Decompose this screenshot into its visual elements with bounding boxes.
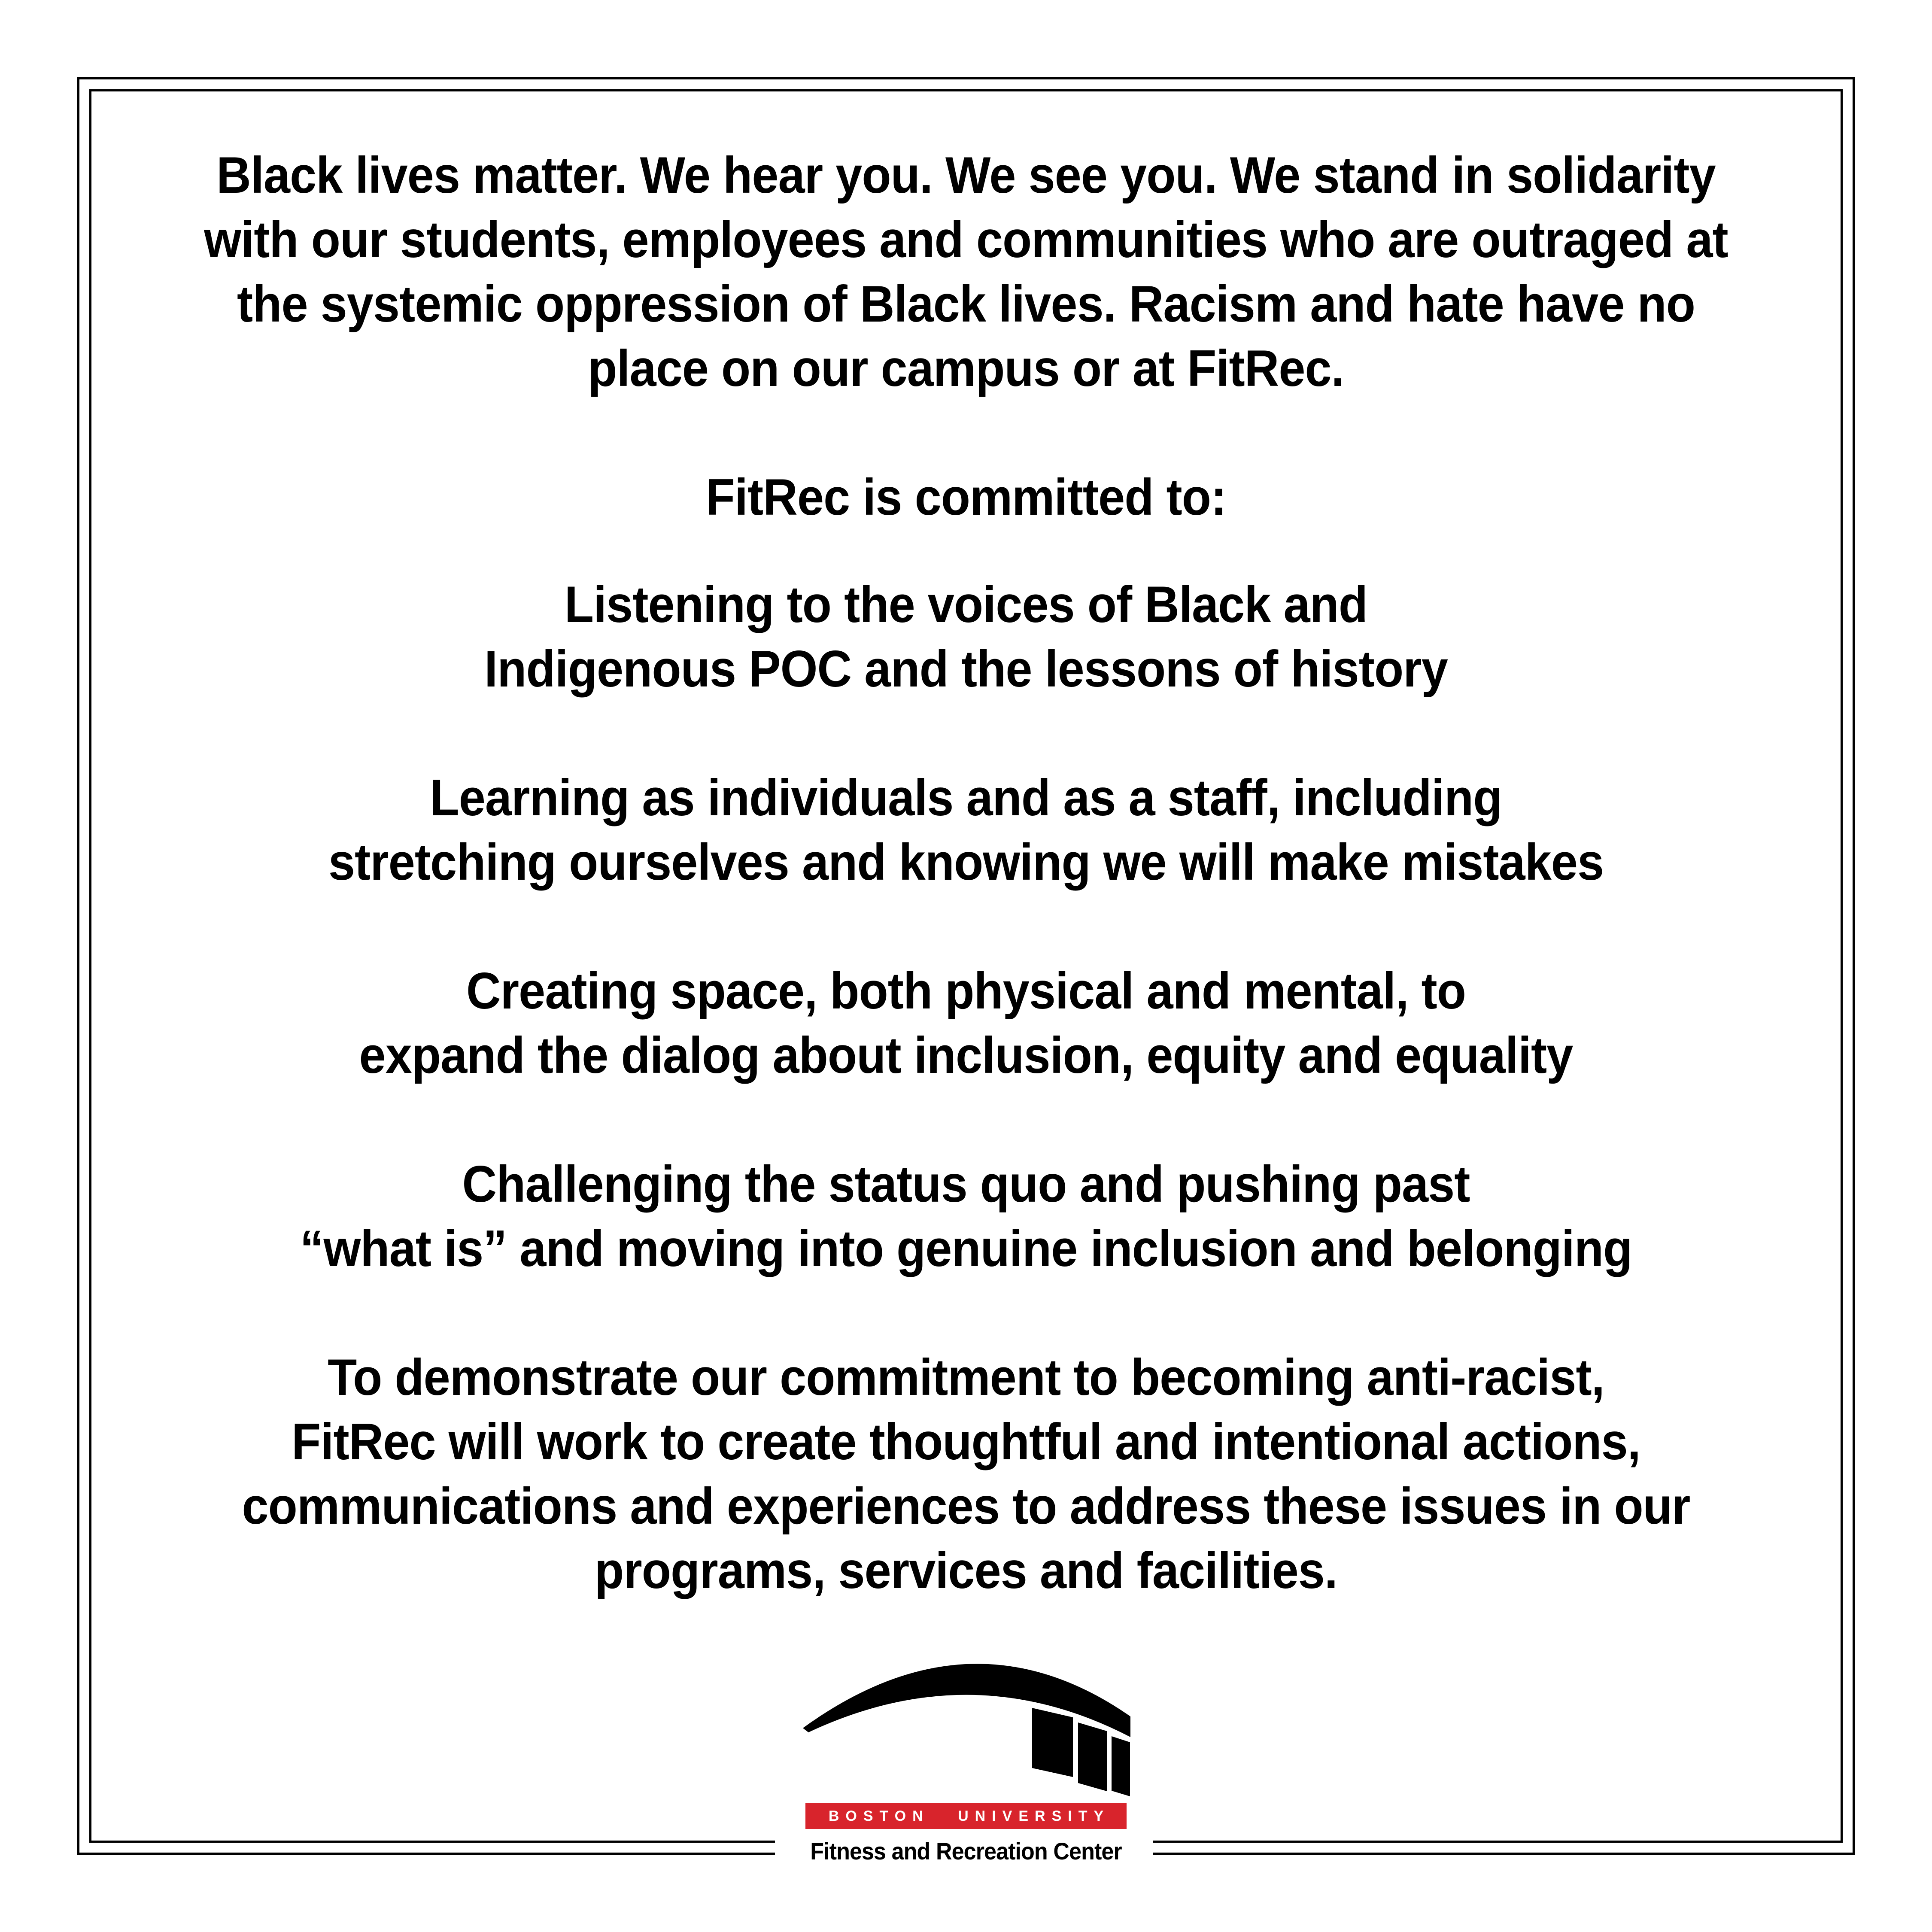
statement-line: the systemic oppression of Black lives. Racism and hate have no: [237, 275, 1695, 333]
statement-line: FitRec will work to create thoughtful and intentional actions,: [292, 1413, 1640, 1470]
intro-paragraph: [153, 143, 1780, 401]
statement-line: Challenging the status quo and pushing past: [462, 1155, 1470, 1213]
statement-line: Listening to the voices of Black and: [564, 576, 1368, 633]
heading-line: FitRec is committed to:: [705, 468, 1227, 526]
bu-arch-building-icon: [801, 1644, 1131, 1803]
statement-line: “what is” and moving into genuine inclusion and belonging: [300, 1220, 1632, 1277]
statement-line: Indigenous POC and the lessons of history: [484, 640, 1448, 698]
statement-text: [153, 91, 1780, 1667]
statement-line: Creating space, both physical and mental, to: [466, 962, 1466, 1020]
statement-line: To demonstrate our commitment to becoming anti-racist,: [328, 1349, 1604, 1406]
statement-line: communications and experiences to address these issues in our: [242, 1477, 1690, 1535]
commitment-heading: [153, 465, 1780, 529]
statement-line: expand the dialog about inclusion, equity and equality: [359, 1027, 1573, 1084]
statement-line: place on our campus or at FitRec.: [588, 340, 1344, 397]
fitness-recreation-center-label: Fitness and Recreation Center: [810, 1838, 1122, 1865]
commitment-item-creating: [153, 959, 1780, 1088]
closing-paragraph: [153, 1345, 1780, 1603]
commitment-item-learning: [153, 766, 1780, 894]
commitment-item-listening: [153, 572, 1780, 701]
statement-line: programs, services and facilities.: [594, 1542, 1338, 1599]
boston-university-label: BOSTON UNIVERSITY: [828, 1807, 1110, 1824]
statement-line: with our students, employees and communities who are outraged at: [204, 211, 1728, 268]
commitment-item-challenging: [153, 1152, 1780, 1281]
statement-line: stretching ourselves and knowing we will make mistakes: [328, 833, 1604, 891]
boston-university-bar: [805, 1803, 1127, 1829]
statement-line: Black lives matter. We hear you. We see you. We stand in solidarity: [216, 146, 1716, 204]
statement-line: Learning as individuals and as a staff, including: [430, 769, 1502, 826]
logo-block: [0, 1644, 1932, 1829]
